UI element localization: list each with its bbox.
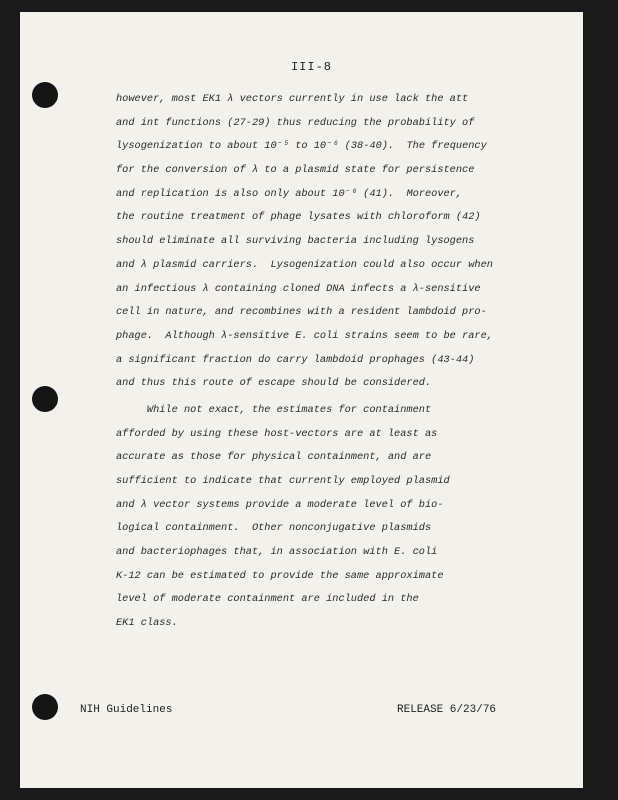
text-line: While not exact, the estimates for containment [116,403,432,416]
text-line: a significant fraction do carry lambdoid prophages (43-44) [116,353,475,366]
text-line: and λ plasmid carriers. Lysogenization could also occur when [116,258,493,271]
document-page [20,12,583,788]
text-line: and λ vector systems provide a moderate level of bio- [116,498,444,511]
text-line: afforded by using these host-vectors are at least as [116,427,438,440]
footer-release: RELEASE 6/23/76 [397,704,497,716]
text-line: sufficient to indicate that currently employed plasmid [116,475,450,487]
text-line: logical containment. Other nonconjugative plasmids [116,522,432,535]
text-line: for the conversion of λ to a plasmid state for persistence [116,164,475,177]
text-line: and bacteriophages that, in association with E. coli [116,546,438,559]
text-line: however, most EK1 λ vectors currently in use lack the att [116,93,469,105]
text-line: EK1 class. [116,617,178,630]
text-line: and replication is also only about 10⁻⁶ (41). Moreover, [116,187,463,200]
text-line: level of moderate containment are included in the [116,593,419,606]
text-line: an infectious λ containing cloned DNA infects a λ-sensitive [116,282,481,295]
body-text [116,88,496,636]
punch-hole [32,694,58,720]
text-line: the routine treatment of phage lysates with chloroform (42) [116,211,481,224]
text-line: accurate as those for physical containment, and are [116,451,432,464]
text-line: lysogenization to about 10⁻⁵ to 10⁻⁶ (38-40). The frequency [116,140,487,153]
punch-hole [32,386,58,412]
text-line: phage. Although λ-sensitive E. coli strains seem to be rare, [116,329,493,342]
text-line: K-12 can be estimated to provide the same approximate [116,569,444,582]
footer-title: NIH Guidelines [80,704,173,716]
text-line: cell in nature, and recombines with a resident lambdoid pro- [116,306,487,319]
text-line: and thus this route of escape should be considered. [116,377,432,390]
punch-hole [32,82,58,108]
text-line: and int functions (27-29) thus reducing the probability of [116,116,475,129]
text-line: should eliminate all surviving bacteria including lysogens [116,235,475,248]
page-number: III-8 [290,60,332,74]
